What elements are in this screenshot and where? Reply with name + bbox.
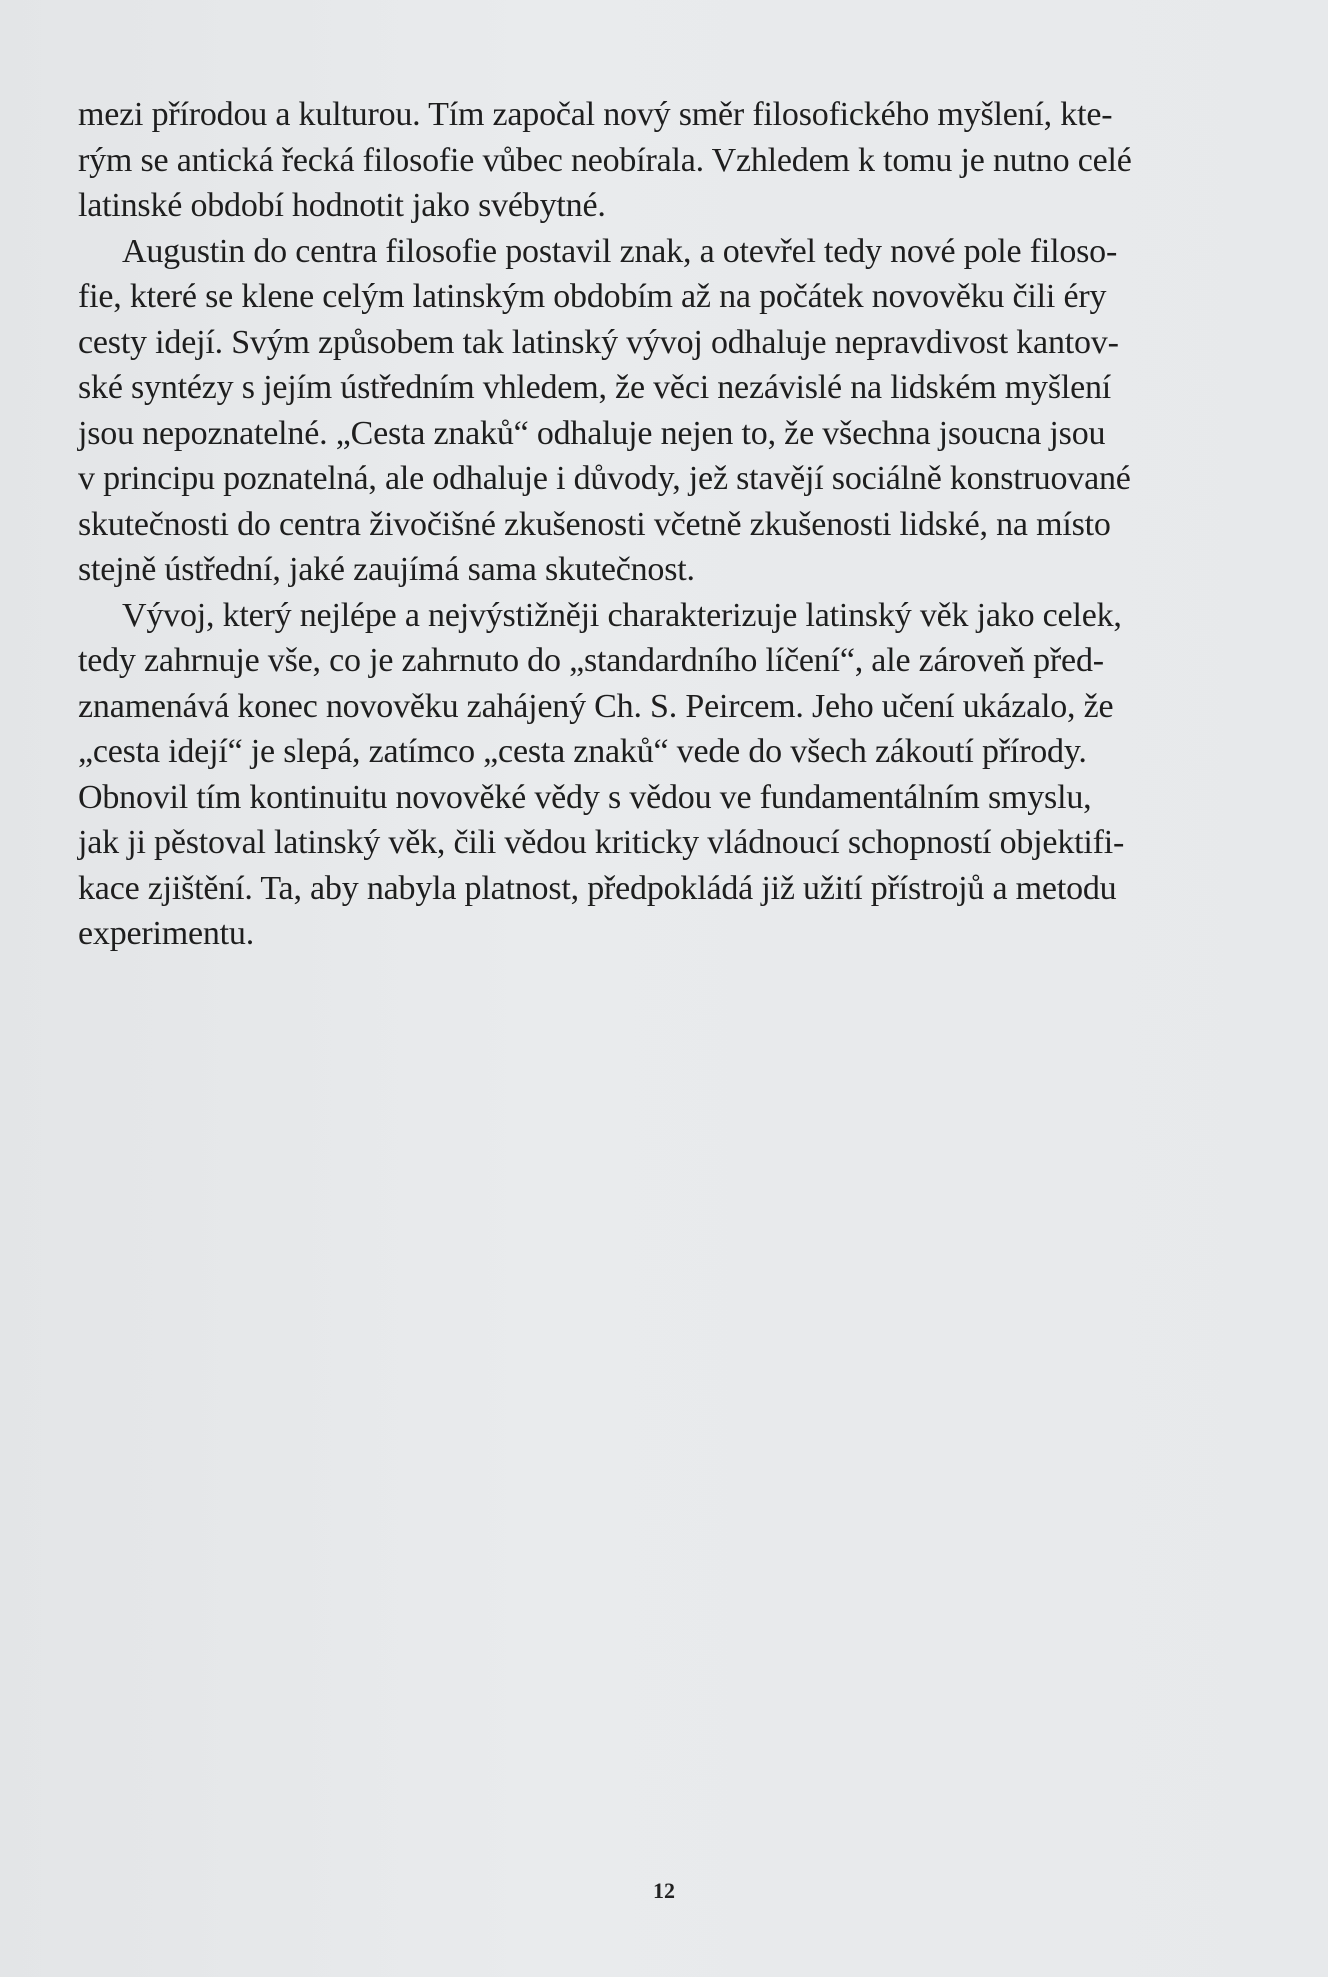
text-line: Vývoj, který nejlépe a nejvýstižněji charakterizuje latinský věk jako celek, bbox=[122, 596, 1122, 634]
text-line: v principu poznatelná, ale odhaluje i důvody, jež stavějí sociálně konstruované bbox=[78, 460, 1131, 497]
text-line: „cesta idejí“ je slepá, zatímco „cesta znaků“ vede do všech zákoutí přírody. bbox=[78, 733, 1087, 770]
text-line: experimentu. bbox=[78, 915, 255, 952]
text-line: jsou nepoznatelné. „Cesta znaků“ odhaluje nejen to, že všechna jsoucna jsou bbox=[78, 414, 1106, 452]
text-line: fie, které se klene celým latinským obdobím až na počátek novověku čili éry bbox=[78, 278, 1107, 315]
paragraph-1 bbox=[78, 92, 1256, 229]
text-line: jak ji pěstoval latinský věk, čili vědou kriticky vládnoucí schopností objektifi- bbox=[78, 824, 1125, 861]
text-line: tedy zahrnuje vše, co je zahrnuto do „standardního líčení“, ale zároveň před- bbox=[78, 642, 1104, 679]
text-line: rým se antická řecká filosofie vůbec neobírala. Vzhledem k tomu je nutno celé bbox=[78, 141, 1132, 179]
text-line: mezi přírodou a kulturou. Tím započal nový směr filosofického myšlení, kte- bbox=[78, 96, 1113, 133]
text-line: znamenává konec novověku zahájený Ch. S. Peircem. Jeho učení ukázalo, že bbox=[78, 687, 1114, 725]
text-line: stejně ústřední, jaké zaujímá sama skutečnost. bbox=[78, 551, 695, 588]
text-line: ské syntézy s jejím ústředním vhledem, že věci nezávislé na lidském myšlení bbox=[78, 369, 1112, 406]
text-line: cesty idejí. Svým způsobem tak latinský vývoj odhaluje nepravdivost kantov- bbox=[78, 323, 1119, 361]
body-text bbox=[78, 92, 1256, 957]
text-line: Obnovil tím kontinuitu novověké vědy s vědou ve fundamentálním smyslu, bbox=[78, 778, 1092, 816]
page-number: 12 bbox=[653, 1878, 675, 1903]
text-line: skutečnosti do centra živočišné zkušenosti včetně zkušenosti lidské, na místo bbox=[78, 505, 1111, 543]
text-line: latinské období hodnotit jako svébytné. bbox=[78, 187, 606, 224]
text-line: kace zjištění. Ta, aby nabyla platnost, předpokládá již užití přístrojů a metodu bbox=[78, 869, 1117, 907]
show-through-heading bbox=[1317, 92, 1328, 204]
text-line: Augustin do centra filosofie postavil znak, a otevřel tedy nové pole filoso- bbox=[122, 232, 1118, 270]
paragraph-3 bbox=[78, 593, 1256, 957]
paragraph-2 bbox=[78, 229, 1256, 593]
